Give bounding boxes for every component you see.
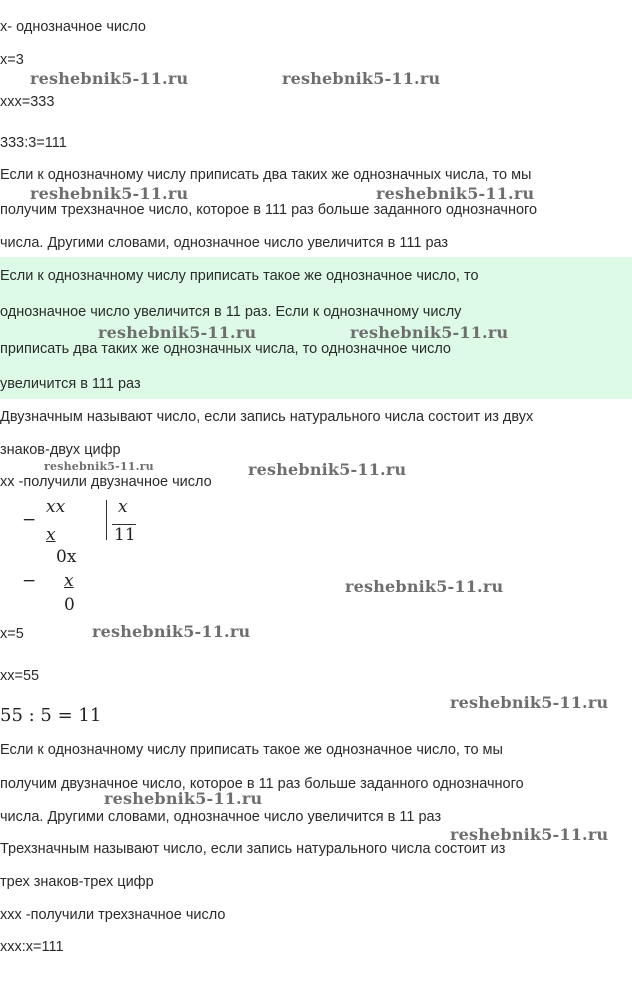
text-line: xx -получили двузначное число (0, 474, 212, 490)
math-equation: 55 : 5 = 11 (0, 705, 102, 726)
division-remainder: 0 (64, 595, 75, 615)
division-minus: − (22, 510, 37, 530)
watermark: reshebnik5-11.ru (30, 184, 189, 203)
watermark: reshebnik5-11.ru (30, 69, 189, 88)
text-line: числа. Другими словами, однозначное число увеличится в 111 раз (0, 235, 449, 251)
watermark: reshebnik5-11.ru (98, 323, 257, 342)
text-line: трех знаков-трех цифр (0, 874, 154, 890)
text-line: Трехзначным называют число, если запись натурального числа состоит из (0, 841, 506, 857)
text-line: получим трехзначное число, которое в 111 раз больше заданного однозначного (0, 202, 538, 218)
text-line: числа. Другими словами, однозначное число увеличится в 11 раз (0, 809, 442, 825)
watermark: reshebnik5-11.ru (282, 69, 441, 88)
watermark: reshebnik5-11.ru (350, 323, 509, 342)
division-bar (106, 500, 107, 540)
division-divisor: x (118, 497, 128, 517)
text-line: знаков-двух цифр (0, 442, 121, 458)
text-line: xx=55 (0, 668, 40, 684)
watermark: reshebnik5-11.ru (376, 184, 535, 203)
text-line: x- однозначное число (0, 19, 146, 35)
highlight-line: увеличится в 111 раз (0, 376, 141, 392)
division-quotient: 11 (114, 525, 136, 545)
highlight-line: однозначное число увеличится в 11 раз. Если к однозначному числу (0, 304, 462, 320)
text-line: 333:3=111 (0, 135, 67, 151)
division-remainder: 0x (56, 547, 77, 567)
text-line: xxx=333 (0, 94, 55, 110)
division-minus: − (22, 571, 37, 591)
highlight-line: приписать два таких же однозначных числа, то однозначное число (0, 341, 452, 357)
text-line: Двузначным называют число, если запись натурального числа состоит из двух (0, 409, 534, 425)
text-line: x=5 (0, 626, 24, 642)
watermark: reshebnik5-11.ru (104, 789, 263, 808)
watermark: reshebnik5-11.ru (44, 460, 154, 473)
text-line: xxx:x=111 (0, 939, 64, 955)
division-subtrahend: x (46, 525, 56, 545)
watermark: reshebnik5-11.ru (450, 693, 609, 712)
text-line: xxx -получили трехзначное число (0, 907, 226, 923)
division-subtrahend: x (64, 571, 74, 591)
text-line: получим двузначное число, которое в 11 раз больше заданного однозначного (0, 776, 524, 792)
text-line: Если к однозначному числу приписать такое же однозначное число, то мы (0, 742, 503, 758)
watermark: reshebnik5-11.ru (450, 825, 609, 844)
watermark: reshebnik5-11.ru (248, 460, 407, 479)
watermark: reshebnik5-11.ru (345, 577, 504, 596)
text-line: Если к однозначному числу приписать два таких же однозначных числа, то мы (0, 167, 532, 183)
highlight-line: Если к однозначному числу приписать такое же однозначное число, то (0, 268, 479, 284)
division-dividend: xx (46, 497, 66, 517)
watermark: reshebnik5-11.ru (92, 622, 251, 641)
text-line: x=3 (0, 52, 24, 68)
